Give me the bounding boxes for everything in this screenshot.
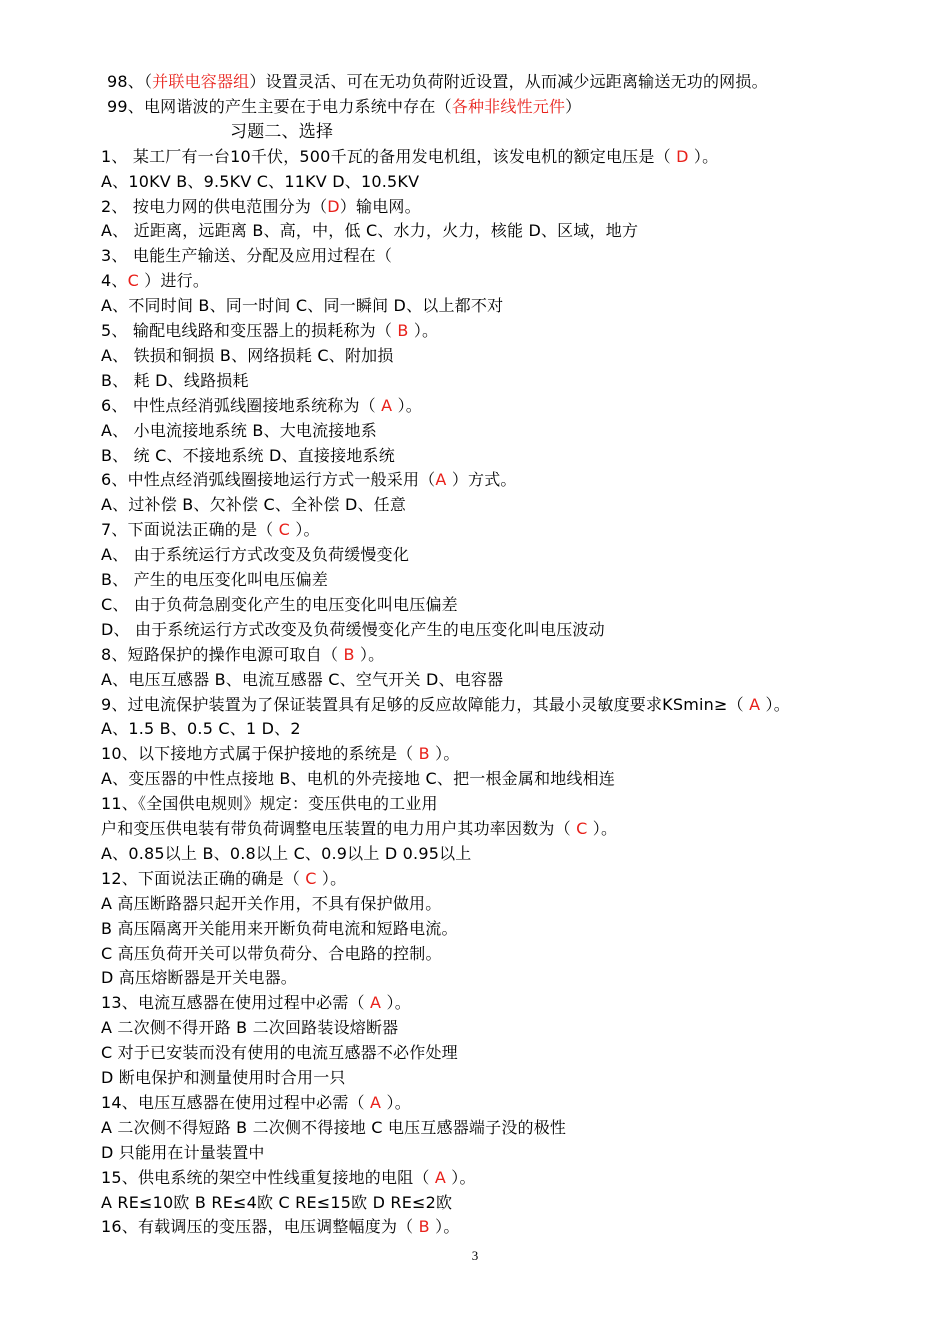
text-line <box>101 1042 458 1064</box>
text-segment: ）。 <box>446 1167 476 1187</box>
text-line <box>101 843 472 865</box>
text-segment: A、不同时间 B、同一时间 C、同一瞬间 D、以上都不对 <box>101 296 504 316</box>
answer-text: C <box>305 868 317 888</box>
text-line <box>101 1142 265 1164</box>
answer-text: B <box>343 644 355 664</box>
answer-text: 各种非线性元件 <box>451 96 566 116</box>
text-line <box>101 594 458 616</box>
text-segment: A、1.5 B、0.5 C、1 D、2 <box>101 719 301 739</box>
text-segment: A、 由于系统运行方式改变及负荷缓慢变化 <box>101 545 410 565</box>
text-segment: 11、《全国供电规则》规定：变压供电的工业用 <box>101 794 438 814</box>
answer-text: A <box>435 470 447 490</box>
text-segment: A 高压断路器只起开关作用，不具有保护做用。 <box>101 893 442 913</box>
text-segment: ）。 <box>290 520 320 540</box>
text-segment: B、 统 C、不接地系统 D、直接接地系统 <box>101 445 395 465</box>
text-segment: ） <box>565 96 582 116</box>
answer-text: B <box>418 1217 430 1237</box>
text-line <box>101 320 438 342</box>
text-line <box>101 544 409 566</box>
text-segment: A、变压器的中性点接地 B、电机的外壳接地 C、把一根金属和地线相连 <box>101 769 616 789</box>
text-line <box>101 793 438 815</box>
answer-text: D <box>676 146 689 166</box>
text-line <box>101 345 394 367</box>
text-segment: D 高压熔断器是开关电器。 <box>101 968 298 988</box>
text-segment: B 高压隔离开关能用来开断负荷电流和短路电流。 <box>101 918 458 938</box>
answer-text: C <box>278 520 291 540</box>
text-line <box>101 220 638 242</box>
answer-text: A <box>434 1167 447 1187</box>
text-segment: ）。 <box>688 146 719 166</box>
text-segment: 6、中性点经消弧线圈接地运行方式一般采用（ <box>101 470 436 490</box>
text-line <box>101 893 441 915</box>
text-segment: C、 由于负荷急剧变化产生的电压变化叫电压偏差 <box>101 594 458 614</box>
text-line <box>101 420 377 442</box>
text-line <box>101 967 297 989</box>
text-line <box>101 270 209 292</box>
text-line <box>101 1117 566 1139</box>
text-segment: 4、 <box>101 271 128 291</box>
text-line <box>101 868 346 890</box>
text-segment: ）。 <box>587 819 618 838</box>
text-line <box>101 918 458 940</box>
text-line <box>101 768 615 790</box>
text-segment: ）。 <box>408 321 439 340</box>
text-line <box>101 494 406 516</box>
text-segment: ）进行。 <box>138 271 210 291</box>
answer-text: A <box>370 1092 382 1112</box>
text-segment: ）。 <box>316 868 347 888</box>
text-segment: 9、过电流保护装置为了保证装置具有足够的反应故障能力，其最小灵敏度要求KSmin≥（ <box>101 694 750 714</box>
text-segment: 8、短路保护的操作电源可取自（ <box>101 644 344 664</box>
text-line <box>101 992 411 1014</box>
answer-text: A <box>381 395 393 415</box>
page-number: 3 <box>471 1248 479 1263</box>
text-segment: ）。 <box>429 1217 460 1237</box>
text-line <box>101 295 503 317</box>
text-segment: 15、供电系统的架空中性线重复接地的电阻（ <box>101 1167 435 1187</box>
text-line <box>101 569 328 591</box>
text-segment: 习题二、选择 <box>230 121 334 142</box>
text-segment: A 二次侧不得开路 B 二次回路装设熔断器 <box>101 1018 399 1038</box>
answer-text: C <box>576 819 588 838</box>
text-line <box>101 370 249 392</box>
text-line <box>101 1192 452 1214</box>
text-line <box>101 1167 476 1189</box>
text-segment: 98、（ <box>107 72 153 91</box>
text-segment: 14、电压互感器在使用过程中必需（ <box>101 1092 371 1112</box>
text-line <box>107 96 581 118</box>
text-line <box>101 644 384 666</box>
text-segment: A RE≤10欧 B RE≤4欧 C RE≤15欧 D RE≤2欧 <box>101 1192 453 1212</box>
text-line <box>101 943 442 965</box>
text-segment: B、 耗 D、线路损耗 <box>101 370 249 390</box>
text-segment: C 高压负荷开关可以带负荷分、合电路的控制。 <box>101 943 442 963</box>
text-segment: ）。 <box>381 1092 411 1112</box>
text-segment: ）。 <box>429 744 460 764</box>
text-segment: ）。 <box>760 694 790 714</box>
text-segment: 6、 中性点经消弧线圈接地系统称为（ <box>101 395 382 415</box>
text-segment: B、 产生的电压变化叫电压偏差 <box>101 570 329 589</box>
text-line <box>101 395 422 417</box>
text-segment: A 二次侧不得短路 B 二次侧不得接地 C 电压互感器端子没的极性 <box>101 1117 567 1137</box>
text-line <box>101 743 460 765</box>
text-segment: 户和变压供电装有带负荷调整电压装置的电力用户其功率因数为（ <box>101 819 577 838</box>
text-line <box>101 445 395 467</box>
answer-text: B <box>418 744 430 764</box>
text-line <box>101 694 790 716</box>
text-segment: A、电压互感器 B、电流互感器 C、空气开关 D、电容器 <box>101 669 504 689</box>
text-segment: 7、下面说法正确的是（ <box>101 520 279 540</box>
text-line <box>101 669 503 691</box>
text-segment: D、 由于系统运行方式改变及负荷缓慢变化产生的电压变化叫电压波动 <box>101 619 605 639</box>
text-segment: 99、电网谐波的产生主要在于电力系统中存在（ <box>107 96 452 116</box>
text-line <box>101 818 617 840</box>
text-line <box>101 146 718 168</box>
text-line <box>101 519 320 541</box>
text-segment: C 对于已安装而没有使用的电流互感器不必作处理 <box>101 1043 458 1063</box>
text-segment: 1、 某工厂有一台10千伏，500千瓦的备用发电机组，该发电机的额定电压是（ <box>101 146 677 166</box>
text-line <box>107 71 768 93</box>
text-line <box>101 1092 411 1114</box>
text-line <box>101 619 605 641</box>
answer-text: A <box>749 694 761 714</box>
answer-text: A <box>370 993 382 1013</box>
text-line <box>101 1017 398 1039</box>
text-line <box>101 245 392 267</box>
text-segment: 16、有载调压的变压器，电压调整幅度为（ <box>101 1217 419 1237</box>
text-segment: 13、电流互感器在使用过程中必需（ <box>101 993 371 1013</box>
text-segment: ）方式。 <box>446 470 517 490</box>
text-segment: ）设置灵活、可在无功负荷附近设置，从而减少远距离输送无功的网损。 <box>249 72 768 91</box>
text-segment: D 断电保护和测量使用时合用一只 <box>101 1068 346 1087</box>
text-segment: A、10KV B、9.5KV C、11KV D、10.5KV <box>101 171 420 191</box>
text-segment: A、 铁损和铜损 B、网络损耗 C、附加损 <box>101 345 394 365</box>
answer-text: C <box>127 271 139 291</box>
text-segment: A、 近距离，远距离 B、高，中，低 C、水力，火力，核能 D、区域，地方 <box>101 221 639 241</box>
text-segment: ）输电网。 <box>339 196 421 216</box>
text-segment: 3、 电能生产输送、分配及应用过程在（ <box>101 246 393 266</box>
text-segment: ）。 <box>354 644 385 664</box>
text-line <box>101 196 421 218</box>
text-line <box>101 1067 346 1089</box>
text-segment: A、0.85以上 B、0.8以上 C、0.9以上 D 0.95以上 <box>101 843 472 863</box>
text-segment: ）。 <box>381 993 411 1013</box>
text-segment: 5、 输配电线路和变压器上的损耗称为（ <box>101 321 398 340</box>
answer-text: B <box>397 321 409 340</box>
text-segment: A、过补偿 B、欠补偿 C、全补偿 D、任意 <box>101 495 407 515</box>
text-segment: A、 小电流接地系统 B、大电流接地系 <box>101 420 377 440</box>
text-line <box>230 121 333 143</box>
answer-text: D <box>327 196 340 216</box>
text-segment: D 只能用在计量装置中 <box>101 1142 265 1162</box>
text-segment: 2、 按电力网的供电范围分为（ <box>101 196 328 216</box>
text-segment: 10、以下接地方式属于保护接地的系统是（ <box>101 744 419 764</box>
text-segment: 12、下面说法正确的确是（ <box>101 868 306 888</box>
text-line <box>101 718 301 740</box>
text-line <box>101 1216 460 1238</box>
text-line <box>101 171 419 193</box>
text-segment: ）。 <box>392 395 422 415</box>
answer-text: 并联电容器组 <box>152 72 250 91</box>
text-line <box>101 469 517 491</box>
